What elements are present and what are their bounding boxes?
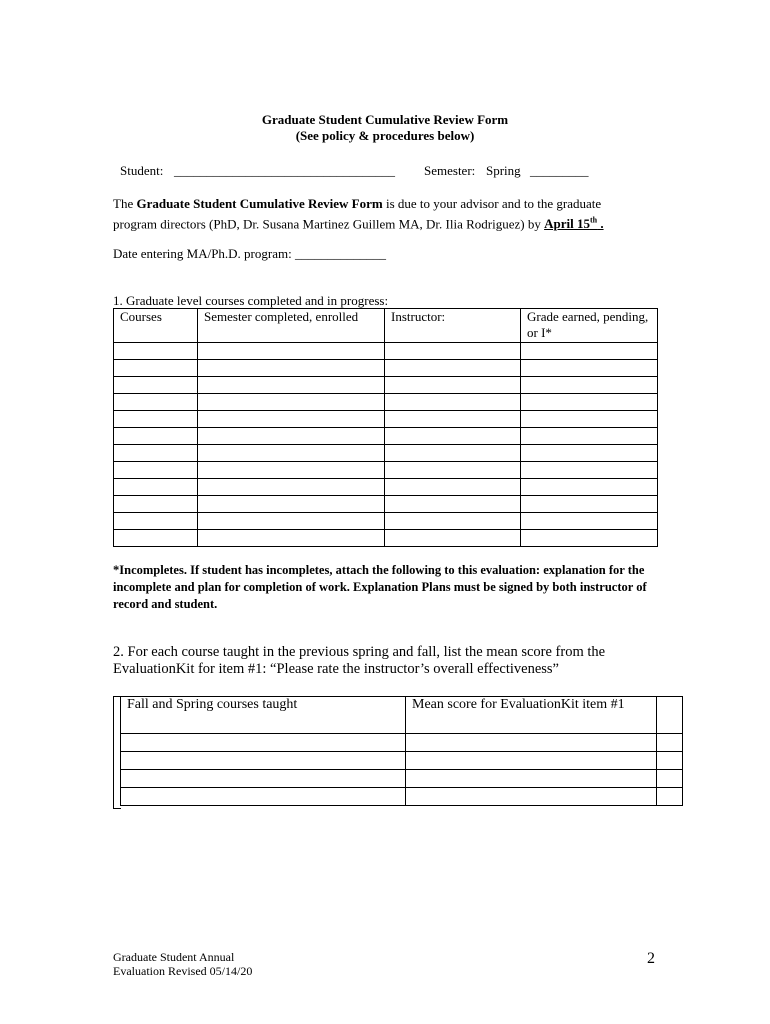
table-row: [121, 734, 683, 752]
intro-text-2: is due to your advisor and to the graduate: [382, 196, 602, 211]
table-cell[interactable]: [114, 411, 198, 428]
semester-value: Spring: [486, 163, 521, 178]
table-cell[interactable]: [385, 530, 521, 547]
table-cell[interactable]: [198, 360, 385, 377]
table-row: [114, 428, 658, 445]
table-row: [114, 462, 658, 479]
courses-table: [113, 308, 658, 547]
intro-form-name: Graduate Student Cumulative Review Form: [136, 196, 383, 211]
table-row: [114, 394, 658, 411]
table-cell[interactable]: [198, 411, 385, 428]
intro-text-1: The: [113, 196, 137, 211]
date-entering-field[interactable]: Date entering MA/Ph.D. program: ______________: [113, 246, 386, 261]
table-cell[interactable]: [521, 479, 658, 496]
student-label: Student:: [120, 163, 164, 178]
table-cell[interactable]: [521, 428, 658, 445]
table-cell[interactable]: [406, 770, 657, 788]
table-cell[interactable]: [385, 496, 521, 513]
table-header-row: [121, 697, 683, 734]
evaluation-table: [120, 696, 683, 806]
table-cell[interactable]: [114, 343, 198, 360]
table-cell[interactable]: [121, 770, 406, 788]
table-row: [114, 445, 658, 462]
table-cell[interactable]: [114, 394, 198, 411]
section2-text-line2: EvaluationKit for item #1: “Please rate the instructor’s overall effectiveness”: [113, 661, 559, 677]
table-row: [121, 770, 683, 788]
table-cell[interactable]: [121, 752, 406, 770]
table-cell[interactable]: [521, 496, 658, 513]
table-cell: [657, 752, 683, 770]
table-cell[interactable]: [198, 394, 385, 411]
table-row: [114, 360, 658, 377]
semester-label: Semester:: [424, 163, 476, 178]
table-cell[interactable]: [385, 445, 521, 462]
table-cell[interactable]: [521, 462, 658, 479]
table-cell[interactable]: [114, 530, 198, 547]
table-cell[interactable]: [385, 428, 521, 445]
table-cell[interactable]: [121, 734, 406, 752]
column-header-instructor: Instructor:: [385, 309, 521, 343]
table-cell[interactable]: [521, 530, 658, 547]
table-row: [114, 530, 658, 547]
semester-field[interactable]: _________: [530, 163, 589, 178]
table-cell[interactable]: [114, 428, 198, 445]
table-cell[interactable]: [198, 377, 385, 394]
intro-text-3: program directors (PhD, Dr. Susana Martinez Guillem MA, Dr. Ilia Rodriguez) by: [113, 216, 545, 232]
table-cell[interactable]: [198, 513, 385, 530]
table-header-row: [114, 309, 658, 343]
table-row: [114, 377, 658, 394]
table-cell: [657, 788, 683, 806]
student-name-field[interactable]: __________________________________: [174, 163, 395, 178]
section1-heading: 1. Graduate level courses completed and in progress:: [113, 293, 389, 308]
table-row: [121, 752, 683, 770]
intro-paragraph: [113, 195, 673, 232]
table-cell[interactable]: [385, 479, 521, 496]
table-cell: [657, 734, 683, 752]
table-cell[interactable]: [198, 530, 385, 547]
table-row: [114, 411, 658, 428]
column-header-semester: Semester completed, enrolled: [198, 309, 385, 343]
table-cell[interactable]: [121, 788, 406, 806]
table-cell[interactable]: [385, 411, 521, 428]
table-row: [114, 343, 658, 360]
table-cell[interactable]: [198, 343, 385, 360]
table-cell[interactable]: [114, 377, 198, 394]
table-cell[interactable]: [521, 360, 658, 377]
table-cell[interactable]: [521, 513, 658, 530]
table-cell[interactable]: [406, 752, 657, 770]
intro-deadline: April 15th .: [544, 216, 604, 232]
incompletes-note: *Incompletes. If student has incompletes, attach the following to this evaluation: explanation for the incomplete and plan for completion of work. Explanation Plans must be signed by both instructor of record and student.: [113, 563, 647, 611]
table-cell[interactable]: [385, 343, 521, 360]
table-cell: [657, 697, 683, 734]
table-cell[interactable]: [198, 428, 385, 445]
table-cell[interactable]: [114, 462, 198, 479]
column-header-courses: Courses: [114, 309, 198, 343]
table-cell[interactable]: [114, 513, 198, 530]
table-cell[interactable]: [521, 377, 658, 394]
table-row: [114, 479, 658, 496]
footer-line2: Evaluation Revised 05/14/20: [113, 964, 253, 978]
table-cell[interactable]: [521, 394, 658, 411]
column-header-mean-score: Mean score for EvaluationKit item #1: [406, 697, 657, 734]
table-cell[interactable]: [385, 377, 521, 394]
table-cell: [657, 770, 683, 788]
page-number: 2: [647, 950, 655, 967]
section2-text-line1: 2. For each course taught in the previous spring and fall, list the mean score from the: [113, 644, 606, 660]
table-cell[interactable]: [385, 360, 521, 377]
footer-line1: Graduate Student Annual: [113, 950, 235, 964]
page-title: Graduate Student Cumulative Review Form: [261, 112, 509, 127]
table-cell[interactable]: [385, 394, 521, 411]
table-cell[interactable]: [114, 360, 198, 377]
table-cell[interactable]: [114, 496, 198, 513]
table-cell[interactable]: [198, 496, 385, 513]
page-subtitle: (See policy & procedures below): [295, 128, 475, 143]
table-cell[interactable]: [385, 513, 521, 530]
table-cell[interactable]: [406, 788, 657, 806]
table-cell[interactable]: [406, 734, 657, 752]
column-header-courses-taught: Fall and Spring courses taught: [121, 697, 406, 734]
table-cell[interactable]: [385, 462, 521, 479]
table-row: [114, 496, 658, 513]
table-row: [121, 788, 683, 806]
table-cell[interactable]: [198, 479, 385, 496]
table-cell[interactable]: [521, 445, 658, 462]
table-cell[interactable]: [114, 479, 198, 496]
column-header-grade: Grade earned, pending, or I*: [521, 309, 658, 343]
table-row: [114, 513, 658, 530]
table-cell[interactable]: [198, 445, 385, 462]
table-cell[interactable]: [114, 445, 198, 462]
table-cell[interactable]: [521, 343, 658, 360]
table-cell[interactable]: [521, 411, 658, 428]
table-cell[interactable]: [198, 462, 385, 479]
